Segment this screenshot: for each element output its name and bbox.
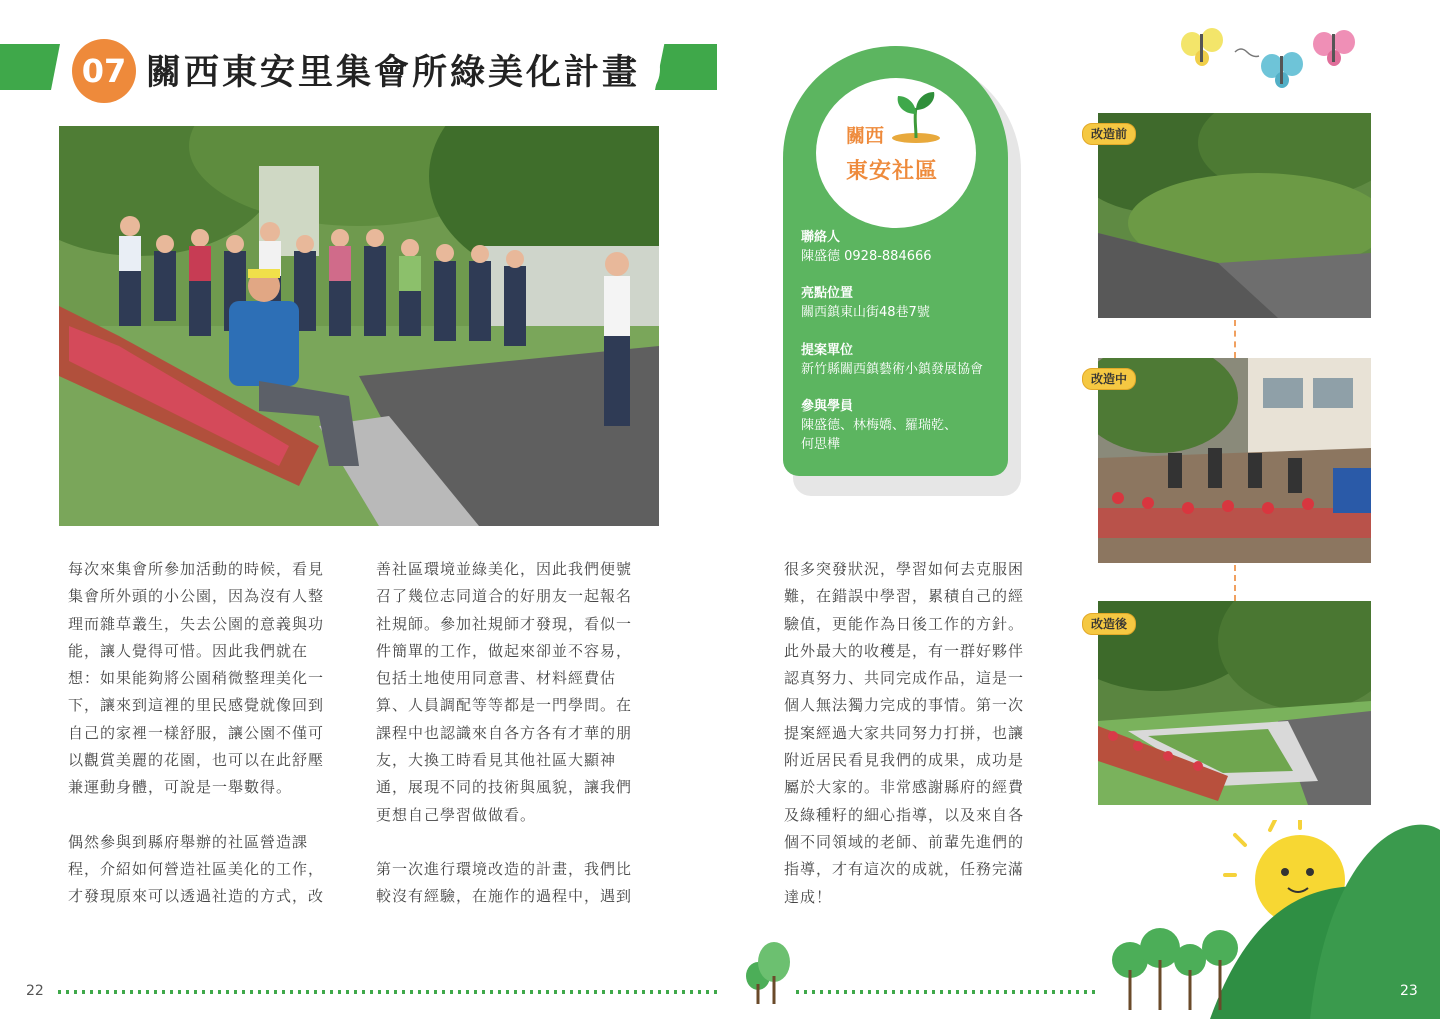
contact-label: 聯絡人 (801, 230, 841, 245)
section-number-badge: 07 (72, 39, 136, 103)
proposer-value: 新竹縣關西鎮藝術小鎮發展協會 (801, 362, 984, 377)
text-line: 社規師。參加社規師才發現，看似一 (376, 614, 633, 633)
before-photo (1098, 113, 1371, 318)
text-line: 指導，才有這次的成就，任務完滿 (784, 860, 1025, 879)
paragraph (376, 856, 666, 911)
members-section (801, 397, 957, 454)
text-line: 算、人員調配等等都是一門學問。在 (376, 696, 633, 715)
proposer-section (801, 341, 983, 379)
text-line: 達成！ (784, 887, 833, 906)
header-band-right (655, 44, 717, 90)
members-value: 陳盛德、林梅嬌、羅瑞乾、 (801, 418, 958, 433)
text-line: 想：如果能夠將公園稍微整理美化一 (68, 669, 325, 688)
text-column-2 (376, 556, 666, 911)
text-line: 兼運動身體，可說是一舉數得。 (68, 778, 293, 797)
text-line: 召了幾位志同道合的好朋友一起報名 (376, 587, 633, 606)
text-line: 難，在錯誤中學習，累積自己的經 (784, 587, 1025, 606)
text-column-3 (784, 556, 1054, 911)
location-label: 亮點位置 (801, 286, 854, 301)
text-line: 更想自己學習做做看。 (376, 805, 537, 824)
community-name-line1: 關西 (846, 125, 885, 147)
location-value: 關西鎮東山街48巷7號 (801, 305, 930, 320)
page-number-right: 23 (1400, 983, 1418, 999)
text-line: 屬於大家的。非常感謝縣府的經費 (784, 778, 1025, 797)
header-band-left (0, 44, 60, 90)
group-photo (59, 126, 659, 526)
text-line: 包括土地使用同意書、材料經費估 (376, 669, 617, 688)
footer-dotted-line-right (796, 987, 1096, 997)
text-line: 善社區環境並綠美化，因此我們便號 (376, 560, 633, 578)
paragraph (376, 556, 666, 829)
text-line: 偶然參與到縣府舉辦的社區營造課 (68, 832, 309, 851)
during-label: 改造中 (1082, 368, 1136, 390)
tree-icon (742, 940, 794, 1006)
text-line: 能，讓人覺得可惜。因此我們就在 (68, 641, 309, 660)
text-line: 及綠種籽的細心指導，以及來自各 (784, 805, 1025, 824)
text-line: 驗值，更能作為日後工作的方針。 (784, 614, 1025, 633)
dashed-connector (1234, 320, 1236, 358)
text-line: 理而雜草叢生，失去公園的意義與功 (68, 614, 325, 633)
text-line: 通，展現不同的技術與風貌，讓我們 (376, 778, 633, 797)
text-line: 認真努力、共同完成作品，這是一 (784, 669, 1025, 688)
contact-value: 陳盛德 0928-884666 (801, 249, 932, 264)
after-label: 改造後 (1082, 613, 1136, 635)
before-label: 改造前 (1082, 123, 1136, 145)
text-line: 個不同領域的老師、前輩先進們的 (784, 832, 1025, 851)
text-line: 此外最大的收穫是，有一群好夥伴 (784, 641, 1025, 660)
dashed-connector (1234, 565, 1236, 601)
footer-dotted-line-left (58, 987, 718, 997)
text-line: 每次來集會所參加活動的時候，看見 (68, 560, 325, 578)
page-number-left: 22 (26, 983, 44, 999)
text-line: 友，大換工時看見其他社區大顯神 (376, 751, 617, 770)
text-column-1 (68, 556, 358, 911)
text-line: 程，介紹如何營造社區美化的工作， (68, 859, 325, 878)
text-line: 自己的家裡一樣舒服，讓公園不僅可 (68, 723, 325, 742)
sprout-icon (888, 88, 944, 144)
text-line: 較沒有經驗，在施作的過程中，遇到 (376, 887, 633, 906)
butterflies-icon (1180, 24, 1365, 94)
text-line: 提案經過大家共同努力打拼，也讓 (784, 723, 1025, 742)
text-line: 附近居民看見我們的成果，成功是 (784, 751, 1025, 770)
text-line: 以觀賞美麗的花園，也可以在此舒壓 (68, 751, 325, 770)
during-photo (1098, 358, 1371, 563)
after-photo (1098, 601, 1371, 805)
text-line: 很多突發狀況，學習如何去克服困 (784, 560, 1025, 578)
sun-and-hills-illustration (1110, 820, 1440, 1019)
paragraph (68, 556, 358, 802)
text-line: 集會所外頭的小公園，因為沒有人整 (68, 587, 325, 606)
paragraph (784, 556, 1054, 911)
members-value: 何思樺 (801, 437, 841, 452)
location-section (801, 284, 930, 322)
paragraph (68, 829, 358, 911)
members-label: 參與學員 (801, 399, 854, 414)
proposer-label: 提案單位 (801, 343, 854, 358)
text-line: 才發現原來可以透過社造的方式，改 (68, 887, 325, 906)
text-line: 第一次進行環境改造的計畫，我們比 (376, 859, 633, 878)
text-line: 個人無法獨力完成的事情。第一次 (784, 696, 1025, 715)
text-line: 課程中也認識來自各方各有才華的朋 (376, 723, 633, 742)
text-line: 下，讓來到這裡的里民感覺就像回到 (68, 696, 325, 715)
contact-section (801, 228, 932, 266)
community-name-line2: 東安社區 (846, 159, 939, 184)
text-line: 件簡單的工作，做起來卻並不容易， (376, 641, 633, 660)
page-title: 關西東安里集會所綠美化計畫 (146, 53, 641, 93)
